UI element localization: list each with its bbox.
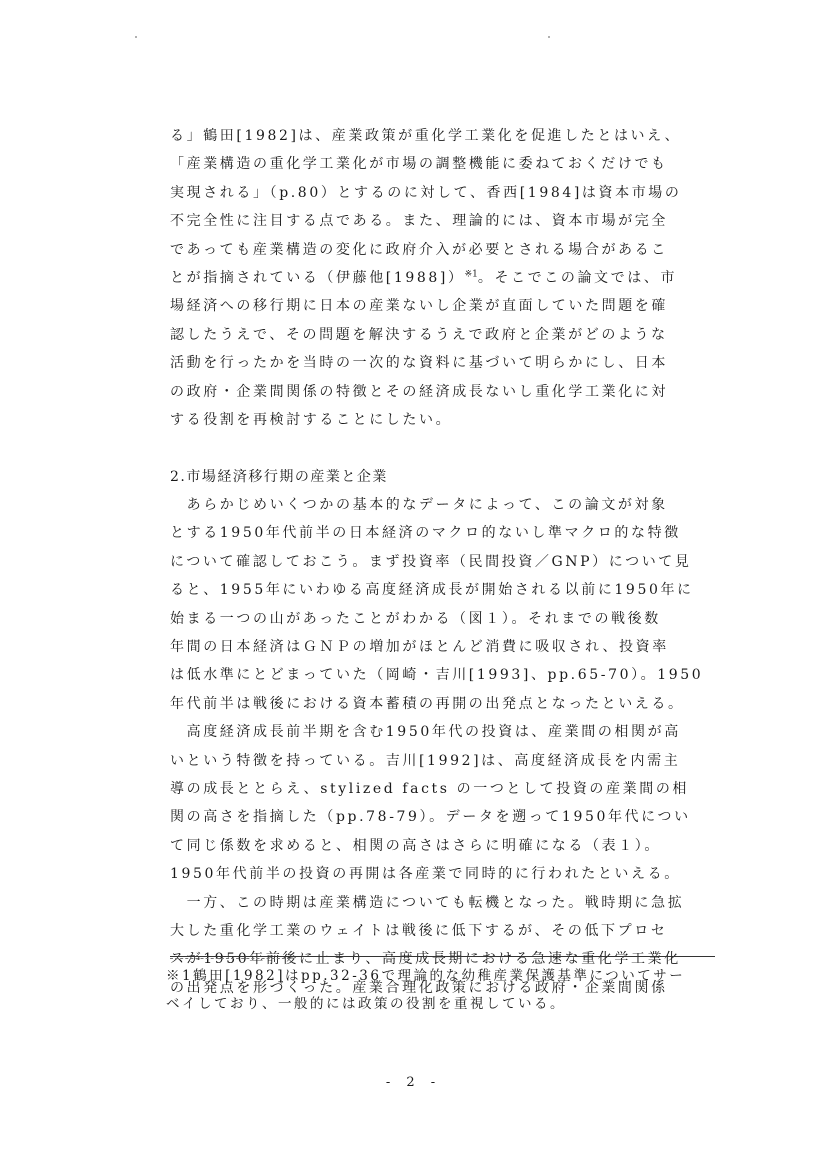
text-line: とする1950年代前半の日本経済のマクロ的ないし準マクロ的な特徴: [170, 525, 681, 542]
text-line: いという特徴を持っている。吉川[1992]は、高度経済成長を内需主: [170, 752, 681, 769]
text-line: であっても産業構造の変化に政府介入が必要とされる場合があるこ: [170, 241, 668, 258]
text-line: 1950年代前半の投資の再開は各産業で同時的に行われたといえる。: [170, 866, 681, 883]
scan-speck: [135, 36, 137, 38]
footnote-reference: ※1: [464, 269, 478, 280]
text-line: について確認しておこう。まず投資率（民間投資／GNP）について見: [170, 553, 692, 570]
footnote-separator: [170, 956, 715, 957]
text-line: 導の成長ととらえ、stylized facts の一つとして投資の産業間の相: [170, 780, 690, 797]
text-line: スが1950年前後に止まり、高度成長期における急速な重化学工業化: [170, 951, 681, 968]
text-line: は低水準にとどまっていた（岡崎・吉川[1993]、pp.65-70）。1950: [170, 667, 704, 684]
footnote-line: ベイしており、一般的には政策の役割を重視している。: [166, 996, 566, 1012]
paragraph-gap: [170, 434, 722, 462]
text-line: ると、1955年にいわゆる高度経済成長が開始される以前に1950年に: [170, 582, 694, 599]
text-line: 年間の日本経済はＧＮＰの増加がほとんど消費に吸収され、投資率: [170, 639, 669, 656]
text-line: 一方、この時期は産業構造についても転機となった。戦時期に急拡: [170, 894, 685, 911]
text-line: 高度経済成長前半期を含む1950年代の投資は、産業間の相関が高: [170, 724, 681, 741]
text-line: [170, 264, 722, 292]
text-segment: 。そこでこの論文では、市: [477, 269, 678, 286]
text-line: 認したうえで、その問題を解決するうえで政府と企業がどのような: [170, 326, 668, 343]
page-number: - 2 -: [385, 1075, 442, 1090]
text-line: て同じ係数を求めると、相関の高さはさらに明確になる（表１）。: [170, 837, 661, 854]
text-segment: とが指摘されている（伊藤他[1988]）: [170, 269, 465, 286]
section-heading: 2.市場経済移行期の産業と企業: [170, 468, 388, 485]
text-line: 実現される」（p.80）とするのに対して、香西[1984]は資本市場の: [170, 184, 682, 201]
text-line: 大した重化学工業のウェイトは戦後に低下するが、その低下プロセ: [170, 922, 668, 939]
footnote-separator-dashed: [170, 958, 290, 959]
footnote: [166, 962, 718, 1018]
scan-speck: [548, 36, 550, 38]
text-line: する役割を再検討することにしたい。: [170, 411, 453, 428]
text-line: 不完全性に注目する点である。また、理論的には、資本市場が完全: [170, 213, 668, 230]
text-line: 「産業構造の重化学工業化が市場の調整機能に委ねておくだけでも: [170, 156, 668, 173]
footnote-line: ※1鶴田[1982]はpp.32-36で理論的な幼稚産業保護基準についてサー: [166, 968, 686, 984]
text-line: 関の高さを指摘した（pp.78-79）。データを遡って1950年代につい: [170, 809, 691, 826]
text-line: 始まる一つの山があったことがわかる（図１）。それまでの戦後数: [170, 610, 661, 627]
text-line: の出発点を形づくった。産業合理化政策における政府・企業間関係: [170, 979, 668, 996]
text-line: あらかじめいくつかの基本的なデータによって、この論文が対象: [170, 497, 668, 514]
text-line: る」鶴田[1982]は、産業政策が重化学工業化を促進したとはいえ、: [170, 128, 682, 144]
text-line: 活動を行ったかを当時の一次的な資料に基づいて明らかにし、日本: [170, 355, 668, 372]
text-line: の政府・企業間関係の特徴とその経済成長ないし重化学工業化に対: [170, 383, 668, 400]
body-text: [170, 122, 722, 1002]
text-line: 年代前半は戦後における資本蓄積の再開の出発点となったといえる。: [170, 695, 685, 712]
text-line: 場経済への移行期に日本の産業ないし企業が直面していた問題を確: [170, 298, 668, 315]
